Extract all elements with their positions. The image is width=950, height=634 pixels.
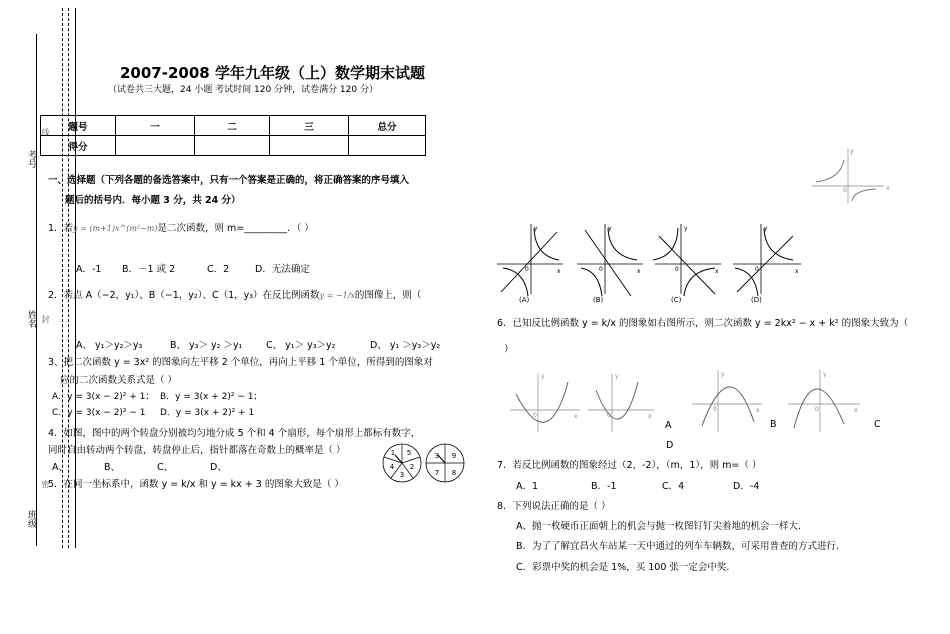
mi-label: 密	[41, 480, 50, 488]
score-cell-1[interactable]	[116, 136, 195, 156]
q2-formula: y = −1/x	[319, 291, 355, 300]
score-header-3: 三	[270, 116, 349, 136]
banji-label: 班级	[26, 510, 36, 528]
svg-text:x: x	[715, 268, 719, 275]
svg-text:x: x	[637, 268, 641, 275]
q5-graph-b	[577, 224, 643, 296]
svg-text:x: x	[795, 268, 799, 275]
page-subtitle: （试卷共三大题，24 小题 考试时间 120 分钟，试卷满分 120 分）	[108, 85, 378, 95]
spinner-1-label-3: 2	[409, 463, 415, 471]
score-table-row	[41, 136, 426, 156]
spinner-2-label-1: 3	[434, 452, 440, 460]
q4-spinner-figure	[382, 440, 466, 486]
svg-text:0: 0	[675, 266, 679, 273]
svg-text:x: x	[574, 413, 578, 420]
q3-line1: 3、把二次函数 y = 3x² 的图象向左平移 2 个单位，再向上平移 1 个单位，所得到的图象对	[48, 357, 433, 368]
q4-line1: 4．如图，图中的两个转盘分别被均匀地分成 5 个和 4 个扇形，每个扇形上都标有数字，	[48, 428, 421, 439]
svg-text:y: y	[764, 225, 768, 232]
section1-heading-2: 题后的括号内．每小题 3 分，共 24 分）	[65, 195, 241, 206]
q5-graphs	[493, 222, 813, 304]
q1-formula: y = (m+1)x^(m²−m)	[73, 224, 158, 233]
q3-option-c[interactable]: C．y = 3(x − 2)² − 1	[52, 408, 146, 418]
score-header-1: 一	[116, 116, 195, 136]
score-header-2: 二	[195, 116, 270, 136]
svg-text:0: 0	[755, 266, 759, 273]
q2-option-b[interactable]: B、 y₃＞ y₂ ＞y₁	[170, 340, 243, 351]
score-table	[40, 115, 426, 156]
q3-line2: 应的二次函数关系式是（ ）	[60, 375, 178, 386]
svg-text:x: x	[557, 268, 561, 275]
q1-option-b[interactable]: B．－1 或 2	[122, 264, 176, 275]
svg-text:0: 0	[815, 406, 819, 413]
svg-text:y: y	[534, 225, 538, 232]
spinner-2-label-2: 9	[451, 452, 457, 460]
q2-option-c[interactable]: C、 y₁＞ y₃＞y₂	[266, 340, 336, 351]
q4-line2: 同时自由转动两个转盘，转盘停止后，指针都落在奇数上的概率是（ ）	[48, 445, 346, 456]
q2	[48, 289, 421, 302]
q5-graph-c	[653, 224, 721, 296]
q6-reference-graph	[810, 145, 890, 205]
q6-graph-a	[510, 373, 580, 432]
q6-graph-d	[788, 370, 860, 432]
ref-x-label: x	[886, 185, 890, 192]
score-row-label: 得分	[41, 136, 116, 156]
page-title: 2007-2008 学年九年级（上）数学期末试题	[120, 64, 425, 82]
spinner-1-label-4: 3	[399, 471, 405, 479]
q5-label-a: (A)	[519, 296, 530, 304]
q3-option-b[interactable]: B．y = 3(x + 2)² − 1；	[160, 392, 263, 402]
q7: 7．若反比例函数的图象经过（2，-2），（m，1），则 m=（ ）	[497, 460, 762, 471]
q6-graph-c	[692, 370, 762, 432]
spinner-2-label-3: 7	[434, 469, 440, 477]
q6-label-c[interactable]: C	[874, 419, 881, 430]
q4-option-a[interactable]: A、	[52, 462, 68, 473]
svg-text:x: x	[854, 407, 858, 414]
q4-option-b[interactable]: B、	[104, 462, 121, 473]
svg-text:0: 0	[533, 412, 537, 419]
q1-option-a[interactable]: A．-1	[76, 264, 102, 275]
q3-option-a[interactable]: A．y = 3(x − 2)² + 1；	[52, 392, 155, 402]
q6-line2: ）	[504, 344, 514, 355]
q8: 8．下列说法正确的是（ ）	[497, 501, 611, 512]
ref-origin-label: 0	[843, 187, 847, 194]
svg-text:y: y	[608, 225, 612, 232]
q5-label-c: (C)	[671, 296, 682, 304]
svg-text:0: 0	[599, 266, 603, 273]
q6-label-a[interactable]: A	[665, 420, 672, 431]
svg-text:y: y	[684, 225, 688, 232]
q3-option-d[interactable]: D．y = 3(x + 2)² + 1	[160, 408, 255, 418]
svg-text:y: y	[541, 373, 545, 380]
score-cell-total[interactable]	[349, 136, 426, 156]
q7-option-d[interactable]: D．-4	[733, 481, 760, 492]
kaohao-label: 考号	[26, 150, 36, 168]
svg-text:y: y	[615, 373, 619, 380]
q6-label-b[interactable]: B	[770, 419, 777, 430]
q1-option-c[interactable]: C．2	[207, 264, 230, 275]
q1-post: 是二次函数，则 m=_________．（ ）	[157, 223, 314, 234]
q5: 5．在同一坐标系中，函数 y = k/x 和 y = kx + 3 的图象大致是（ ）	[48, 479, 344, 490]
q2-post: 的图像上，则（	[354, 290, 422, 301]
svg-text:0: 0	[713, 406, 717, 413]
section1-heading: 一、选择题（下列各题的备选答案中，只有一个答案是正确的，将正确答案的序号填入	[48, 175, 410, 186]
q7-option-b[interactable]: B．-1	[591, 481, 617, 492]
q6-label-d[interactable]: D	[666, 440, 674, 451]
spinner-1-label-2: 5	[406, 449, 412, 457]
svg-text:0: 0	[525, 266, 529, 273]
score-table-header-row	[41, 116, 426, 136]
q7-option-c[interactable]: C．4	[662, 481, 685, 492]
score-header-tihao: 题号	[41, 116, 116, 136]
q8-option-b[interactable]: B．为了了解宜昌火车站某一天中通过的列车车辆数，可采用普查的方式进行．	[516, 541, 846, 552]
svg-text:0: 0	[607, 412, 611, 419]
q5-label-b: (B)	[593, 296, 604, 304]
q5-label-d: (D)	[751, 296, 762, 304]
q6-graph-b	[588, 373, 654, 432]
q8-option-c[interactable]: C．彩票中奖的机会是 1%，买 100 张一定会中奖．	[516, 562, 736, 573]
score-cell-2[interactable]	[195, 136, 270, 156]
q1-option-d[interactable]: D．无法确定	[255, 264, 310, 275]
svg-text:x: x	[756, 407, 760, 414]
q4-option-c[interactable]: C、	[157, 462, 174, 473]
q8-option-a[interactable]: A、抛一枚硬币正面朝上的机会与抛一枚图钉钉尖着地的机会一样大．	[516, 521, 808, 532]
q2-pre: 2．若点 A（−2，y₁）、B（−1，y₂）、C（1，y₃）在反比例函数	[48, 290, 320, 301]
q2-option-d[interactable]: D、 y₁ ＞y₃＞y₂	[370, 340, 441, 351]
q1-pre: 1．若	[48, 223, 74, 234]
spinner-1	[383, 444, 421, 482]
q7-option-a[interactable]: A．1	[516, 481, 539, 492]
q5-graph-d	[733, 224, 801, 296]
q5-graph-a	[497, 224, 563, 296]
score-header-total: 总分	[349, 116, 426, 136]
binding-line-4	[75, 8, 76, 548]
spinner-2	[426, 444, 464, 482]
q6-line1: 6．已知反比例函数 y = k/x 的图象如右图所示，则二次函数 y = 2kx² − x + k² 的图象大致为（	[497, 318, 909, 329]
q6-graphs	[508, 368, 878, 434]
xingming-label: 姓名	[26, 310, 36, 328]
spinner-2-label-4: 8	[451, 469, 457, 477]
q1	[48, 222, 314, 235]
xian-label: 线	[41, 128, 50, 136]
ref-y-label: y	[850, 148, 854, 155]
q4-option-d[interactable]: D、	[210, 462, 227, 473]
binding-line-3	[68, 8, 69, 548]
svg-text:y: y	[823, 371, 827, 378]
spinner-1-label-5: 4	[389, 463, 395, 471]
svg-text:x: x	[648, 413, 652, 420]
feng-label: 封	[41, 315, 50, 323]
q2-option-a[interactable]: A、 y₁＞y₂＞y₃	[76, 340, 143, 351]
svg-text:y: y	[721, 371, 725, 378]
score-cell-3[interactable]	[270, 136, 349, 156]
spinner-1-label-1: 1	[390, 449, 396, 457]
binding-line-1	[36, 34, 37, 546]
